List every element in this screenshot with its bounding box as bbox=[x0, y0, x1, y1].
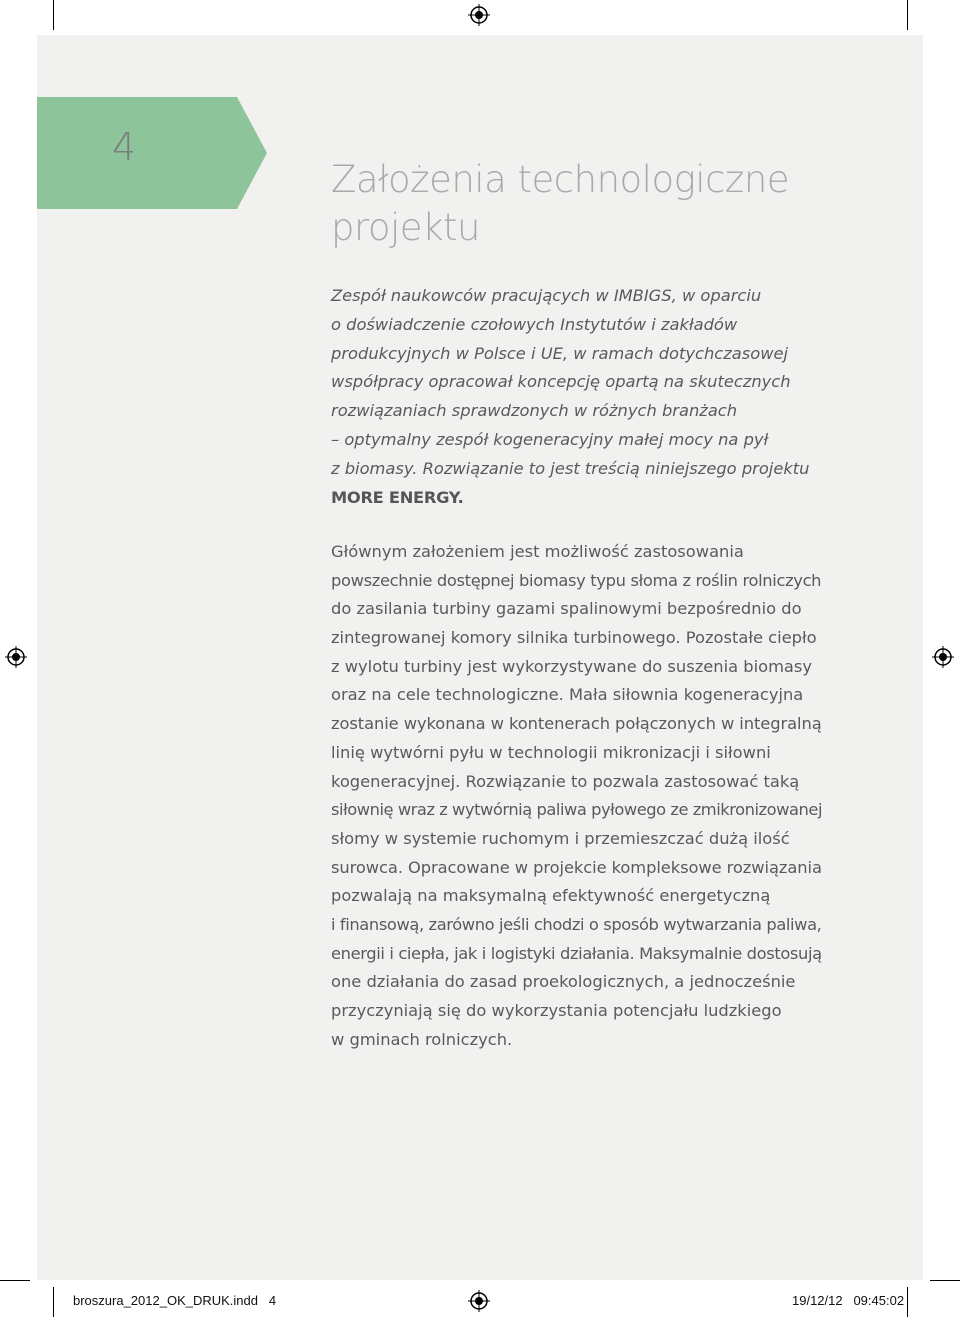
text-line: słomy w systemie ruchomym i przemieszczać dużą ilość bbox=[331, 828, 790, 848]
text-line: pozwalają na maksymalną efektywność energetyczną bbox=[331, 886, 771, 906]
registration-mark-icon bbox=[932, 646, 954, 668]
text-line: współpracy opracował koncepcję opartą na skutecznych bbox=[331, 372, 791, 392]
text-line: do zasilania turbiny gazami spalinowymi bezpośrednio do bbox=[331, 599, 802, 619]
crop-mark bbox=[53, 0, 54, 30]
text-line: i finansową, zarówno jeśli chodzi o sposób wytwarzania paliwa, bbox=[331, 914, 822, 934]
registration-mark-icon bbox=[468, 1290, 490, 1312]
project-name: MORE ENERGY. bbox=[331, 487, 464, 507]
text-line: rozwiązaniach sprawdzonych w różnych branżach bbox=[331, 401, 738, 421]
crop-mark bbox=[53, 1287, 54, 1317]
text-line: powszechnie dostępnej biomasy typu słoma z roślin rolniczych bbox=[331, 570, 822, 590]
text-line: w gminach rolniczych. bbox=[331, 1029, 513, 1049]
body-paragraph bbox=[331, 538, 822, 1054]
page-title bbox=[331, 156, 789, 252]
text-line: Zespół naukowców pracujących w IMBIGS, w oparciu bbox=[331, 286, 762, 305]
page-title-line: projektu bbox=[331, 206, 480, 249]
page-title-line: Założenia technologiczne bbox=[331, 158, 790, 201]
registration-mark-icon bbox=[5, 646, 27, 668]
text-line: zintegrowanej komory silnika turbinowego. Pozostałe ciepło bbox=[331, 628, 817, 648]
text-line: z wylotu turbiny jest wykorzystywane do suszenia biomasy bbox=[331, 656, 813, 676]
text-line: surowca. Opracowane w projekcie kompleksowe rozwiązania bbox=[331, 857, 822, 877]
text-line: Głównym założeniem jest możliwość zastosowania bbox=[331, 542, 744, 561]
crop-mark bbox=[907, 1287, 908, 1317]
slug-datetime: 19/12/12 09:45:02 bbox=[792, 1293, 905, 1308]
text-line: siłownię wraz z wytwórnią paliwa pyłowego ze zmikronizowanej bbox=[331, 800, 823, 820]
text-line: one działania do zasad proekologicznych, a jednocześnie bbox=[331, 972, 796, 992]
slug-filename: broszura_2012_OK_DRUK.indd 4 bbox=[73, 1293, 277, 1308]
text-line: przyczyniają się do wykorzystania potencjału ludzkiego bbox=[331, 1001, 782, 1020]
chapter-number: 4 bbox=[112, 125, 137, 169]
text-line: oraz na cele technologiczne. Mała siłownia kogeneracyjna bbox=[331, 685, 804, 705]
crop-mark bbox=[907, 0, 908, 30]
crop-mark bbox=[930, 1280, 960, 1281]
text-line: – optymalny zespół kogeneracyjny małej mocy na pył bbox=[331, 429, 769, 449]
chapter-tab bbox=[37, 97, 267, 209]
crop-mark bbox=[0, 1280, 30, 1281]
text-line: z biomasy. Rozwiązanie to jest treścią niniejszego projektu bbox=[331, 458, 810, 478]
registration-mark-icon bbox=[468, 4, 490, 26]
intro-paragraph bbox=[331, 282, 822, 512]
text-line: linię wytwórni pyłu w technologii mikronizacji i siłowni bbox=[331, 742, 771, 762]
text-line: o doświadczenie czołowych Instytutów i zakładów bbox=[331, 314, 738, 334]
text-line: produkcyjnych w Polsce i UE, w ramach dotychczasowej bbox=[331, 343, 789, 363]
text-line: zostanie wykonana w kontenerach połączonych w integralną bbox=[331, 714, 822, 734]
text-line: kogeneracyjnej. Rozwiązanie to pozwala zastosować taką bbox=[331, 771, 800, 791]
text-line: energii i ciepła, jak i logistyki działania. Maksymalnie dostosują bbox=[331, 943, 822, 963]
